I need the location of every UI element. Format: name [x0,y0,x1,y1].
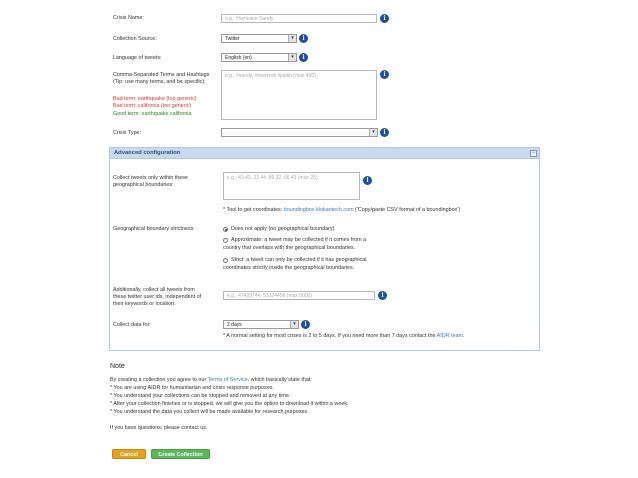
crisis-type-select[interactable] [221,128,378,137]
user-ids-info-icon[interactable]: i [378,291,387,300]
duration-label: Collect data for: [113,322,151,328]
note-contact: If you have questions, please contact us. [110,425,208,431]
language-value: English (en) [225,55,252,61]
duration-select[interactable] [223,320,299,329]
language-label: Language of tweets: [113,55,162,61]
note-intro-prefix: By creating a collection you agree to our [110,377,208,383]
terms-of-service-link[interactable]: Terms of Service [207,377,248,383]
chevron-down-icon: ▾ [369,129,377,136]
strictness-radio-approximate[interactable] [223,238,228,243]
note-item: * You understand the data you collect will be made available for research purposes. [110,409,309,415]
strictness-label: Geographical boundary strictness: [113,226,195,232]
language-select[interactable] [221,53,297,62]
collection-source-label: Collection Source: [113,36,157,42]
geo-tool-prefix: * Tool to get coordinates: [223,207,284,213]
geo-label-line1: Collect tweets only within these [113,175,188,181]
chevron-down-icon: ▾ [288,54,296,61]
note-intro [110,377,312,384]
geo-tool-note [223,207,460,214]
geo-info-icon[interactable]: i [363,176,372,185]
note-intro-suffix: , which basically state that: [247,377,312,383]
note-item: * You are using AIDR for humanitarian and crisis response purposes. [110,385,274,391]
geo-tool-suffix: ('Copy/paste CSV format of a boundingbox') [353,207,461,213]
cancel-button[interactable]: Cancel [112,449,146,459]
crisis-name-label: Crisis Name: [113,15,144,21]
strictness-option-approximate-line1: Approximate: a tweet may be collected if it comes from a [231,237,367,243]
language-info-icon[interactable]: i [299,53,308,62]
advanced-config-title: Advanced configuration [114,150,181,156]
crisis-name-input[interactable]: e.g., Hurricane Sandy [221,14,377,23]
duration-note-suffix: . [463,333,465,339]
users-label-line2: these twitter user ids, independent of [113,294,202,300]
note-item: * After your collection finishes or is stopped, we will give you the option to download it within a week. [110,401,349,407]
good-term: Good term: earthquake california [113,111,192,117]
strictness-option-none: Does not apply (no geographical boundary) [231,226,335,232]
bad-term-1: Bad term: earthquake (too generic) [113,96,197,102]
collapse-icon[interactable]: − [531,150,536,156]
terms-label-line2: (Tip: use many terms, and be specific): [113,79,206,85]
strictness-option-approximate-line2: country that overlaps with the geographical boundaries. [223,245,356,251]
collection-source-value: Twitter [225,36,240,42]
crisis-name-info-icon[interactable]: i [380,14,389,23]
terms-textarea[interactable]: e.g., #sandy, #newyork,#joplin (max 400) [221,70,377,120]
note-heading: Note [110,363,125,370]
strictness-radio-none[interactable] [223,227,228,232]
geo-label-line2: geographical boundaries: [113,182,174,188]
geo-tool-link[interactable]: boundingbox.klokantech.com [283,207,354,213]
strictness-option-strict-line1: Strict: a tweet can only be collected if it has geographical [231,257,367,263]
duration-info-icon[interactable]: i [301,320,310,329]
crisis-type-info-icon[interactable]: i [380,128,389,137]
duration-note [223,333,465,340]
advanced-config-header[interactable] [110,148,539,159]
collection-source-select[interactable] [221,34,297,43]
strictness-radio-strict[interactable] [223,258,228,263]
terms-info-icon[interactable]: i [380,70,389,79]
duration-value: 2 days [227,322,242,328]
user-ids-input[interactable]: e.g., 47423744, 53324456 (max 5000) [223,291,375,300]
chevron-down-icon: ▾ [290,321,298,328]
collection-source-info-icon[interactable]: i [299,34,308,43]
users-label-line1: Additionally, collect all tweets from [113,287,195,293]
crisis-type-label: Crisis Type: [113,130,142,136]
aidr-team-link[interactable]: AIDR team [436,333,464,339]
chevron-down-icon: ▾ [288,35,296,42]
geo-boundaries-textarea[interactable]: e.g., 43.43, 22.44, 89.32, 56.43 (max 25) [223,172,360,200]
users-label-line3: their keywords or location: [113,301,176,307]
strictness-option-strict-line2: coordinates strictly inside the geographical boundaries. [223,265,355,271]
note-item: * You understand your collections can be stopped and removed at any time. [110,393,291,399]
duration-note-prefix: * A normal setting for most crises is 2 to 5 days. If you need more than 7 days contact the [223,333,437,339]
terms-label-line1: Comma-Separated Terms and Hashtags [113,72,210,78]
create-collection-button[interactable]: Create Collection [151,449,210,459]
bad-term-2: Bad term: california (too generic) [113,103,192,109]
